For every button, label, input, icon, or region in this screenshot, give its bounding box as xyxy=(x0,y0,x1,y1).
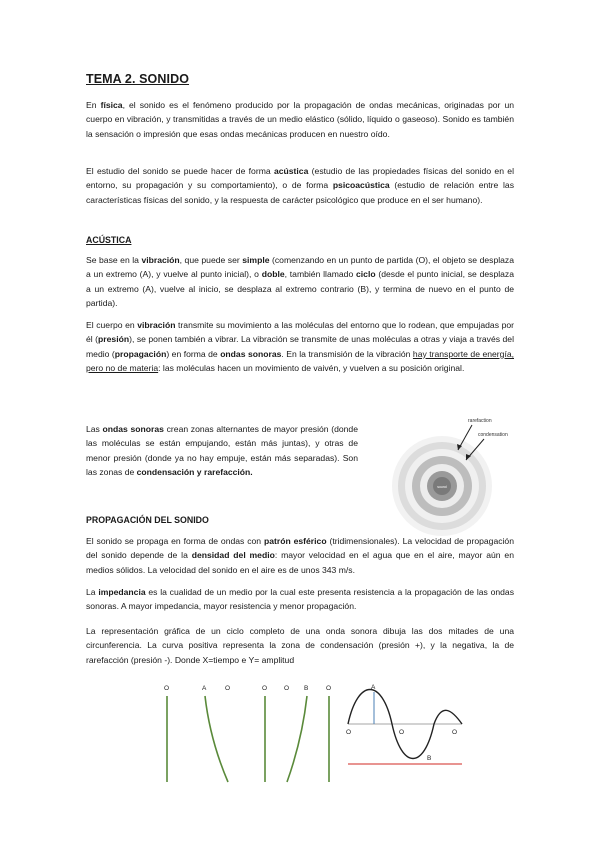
vibration-text-5: (desde el punto inicial, se desplaza a un extremo (A), vuelve al inicio, se desplaza al extremo contrario (B), y termina de nuevo en el punto de partida). xyxy=(86,269,515,309)
vibration-text-3: (comenzando en un punto de partida (O), el objeto se desplaza a un extremo (A), y vuelve al punto inicial), o xyxy=(86,255,514,280)
body-bold-propagacion: propagación xyxy=(114,348,167,359)
rod-bent-a xyxy=(205,696,228,782)
vibration-bold-simple: simple xyxy=(242,255,270,265)
rod-bent-b xyxy=(287,696,307,782)
body-text-4: ) en forma de xyxy=(166,348,221,359)
impedance-text-2: es la cualidad de un medio por la cual este presenta resistencia a la propagación de las ondas sonoras. A mayor impedancia, mayor resistencia y menor propagación. xyxy=(86,587,514,612)
waves-paragraph xyxy=(86,422,358,480)
study-text-2: (estudio de las propiedades físicas del sonido en el entorno, su propagación y su comportamiento), o de forma xyxy=(86,166,514,191)
sound-cycle-figure xyxy=(162,680,466,788)
study-text-1: El estudio del sonido se puede hacer de forma xyxy=(86,166,274,176)
rarefaction-label: rarefaction xyxy=(468,418,492,424)
propagation-text-3: : mayor velocidad en el agua que en el aire, mayor aún en medios sólidos. La velocidad del sonido en el aire es de unos 343 m/s. xyxy=(86,550,514,575)
condensation-label: condensation xyxy=(478,432,508,438)
propagation-bold-patron: patrón esférico xyxy=(263,536,327,546)
wave-label-b: B xyxy=(427,755,432,762)
rod3-label-o: O xyxy=(262,685,268,692)
waves-text-2: crean zonas alternantes de mayor presión (donde las moléculas se están empujando, están más juntas), y otras de menor presión (donde ya no hay empuje, están más separadas). Son las zonas de xyxy=(86,424,358,478)
wave-label-o1: O xyxy=(346,729,352,736)
intro-bold-fisica: física xyxy=(100,100,123,110)
propagation-text-2: (tridimensionales). La velocidad de propagación del sonido depende de la xyxy=(86,536,514,561)
rod4-label-o: O xyxy=(284,685,290,692)
study-bold-acustica: acústica xyxy=(273,166,309,176)
impedance-paragraph xyxy=(86,585,514,614)
waves-bold-condensacion: condensación y rarefacción. xyxy=(136,467,253,478)
study-text-3: (estudio de relación entre las características físicas del sonido, y la respuesta de carácter psicológico que produce en el ser humano). xyxy=(86,180,514,205)
page-title: TEMA 2. SONIDO xyxy=(86,72,190,86)
body-bold-presion: presión xyxy=(98,334,130,345)
body-text-2: transmite su movimiento a las moléculas del entorno que lo rodean, que empujadas por él ( xyxy=(86,320,515,345)
acustica-heading: ACÚSTICA xyxy=(86,235,132,245)
rod1-label-o: O xyxy=(164,685,170,692)
waves-text-1: Las xyxy=(86,424,103,434)
body-text-1: El cuerpo en xyxy=(86,320,138,330)
propagation-text-1: El sonido se propaga en forma de ondas con xyxy=(86,536,264,546)
body-text-5: . En la transmisión de la vibración xyxy=(281,348,413,359)
propagation-heading: PROPAGACIÓN DEL SONIDO xyxy=(86,515,209,525)
vibration-text-1: Se base en la xyxy=(86,255,142,265)
sound-wave-circles-figure xyxy=(380,414,520,539)
rod2-label-o: O xyxy=(225,685,231,692)
impedance-bold: impedancia xyxy=(98,587,146,597)
propagation-paragraph xyxy=(86,534,514,577)
rod4-label-b: B xyxy=(304,685,309,692)
body-text-3: ), se ponen también a vibrar. La vibración se transmite de unas moléculas a otras y viaja a través del medio ( xyxy=(86,334,514,359)
center-label: sound xyxy=(437,485,447,489)
study-paragraph xyxy=(86,164,514,207)
body-text-6: : las moléculas hacen un movimiento de vaivén, y vuelven a su posición original. xyxy=(158,363,465,374)
vibration-bold-doble: doble xyxy=(261,269,285,280)
intro-paragraph xyxy=(86,98,514,141)
vibration-bold-ciclo: ciclo xyxy=(356,269,376,280)
impedance-text-1: La xyxy=(86,587,99,597)
waves-bold-ondas: ondas sonoras xyxy=(102,424,164,434)
representation-paragraph xyxy=(86,624,514,667)
rod2-label-a: A xyxy=(202,685,207,692)
wave-label-o3: O xyxy=(452,729,458,736)
wave-label-a: A xyxy=(371,684,376,691)
body-bold-ondas-sonoras: ondas sonoras xyxy=(220,348,282,359)
body-underline-energia: hay transporte de energía, pero no de materia xyxy=(86,348,514,374)
transmission-paragraph xyxy=(86,318,514,376)
vibration-bold-1: vibración xyxy=(141,255,180,265)
propagation-bold-densidad: densidad del medio xyxy=(191,550,275,561)
intro-text-1: En xyxy=(86,100,101,110)
vibration-text-2: , que puede ser xyxy=(179,255,243,265)
representation-text: La representación gráfica de un ciclo completo de una onda sonora dibuja las dos mitades de una circunferencia. La curva positiva representa la zona de condensación (presión +), y la negativa, la de rarefacción (presión -). Donde X=tiempo e Y= amplitud xyxy=(86,626,514,665)
study-bold-psicoacustica: psicoacústica xyxy=(332,180,390,191)
intro-text-2: , el sonido es el fenómeno producido por la propagación de ondas mecánicas, originadas por un cuerpo en vibración, y transmitidas a través de un medio elástico (sólido, líquido o gaseoso). Sonido es también la sensación o impresión que esas ondas mecánicas producen en nuestro oído. xyxy=(86,100,514,139)
body-bold-vibracion: vibración xyxy=(137,320,176,330)
vibration-paragraph xyxy=(86,253,514,311)
vibration-text-4: , también llamado xyxy=(284,269,356,280)
wave-label-o2: O xyxy=(399,729,405,736)
rod5-label-o: O xyxy=(326,685,332,692)
